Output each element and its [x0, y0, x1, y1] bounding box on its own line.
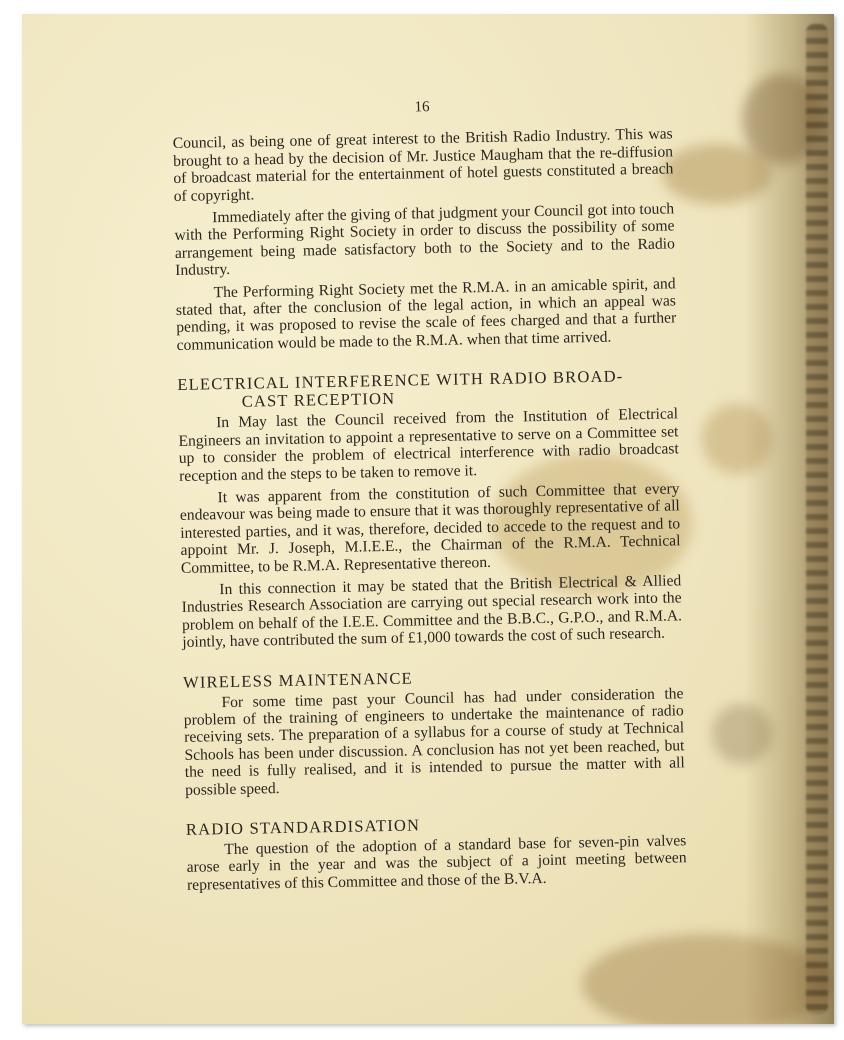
paragraph: For some time past your Council has had under consideration the problem of the training of engineers to undertake the maintenance of radio receiving sets. The preparation of a syllabus for a course of study at Technical Schools has been under discussion. A conclusion has not yet been reached, but the need is fully realised, and it is intended to pursue the matter with all possible speed. [183, 684, 685, 799]
paragraph: The question of the adoption of a standard base for seven-pin valves arose early in the year and was the subject of a joint meeting between representatives of this Committee and those of the B.V.A. [186, 832, 687, 894]
binding-edge [806, 24, 828, 1014]
section-heading: WIRELESS MAINTENANCE [182, 668, 414, 692]
paragraph: In this connection it may be stated that the British Electrical & Allied Industries Research Association are carrying out special research work into the problem on behalf of the I.E.E. Committee and the B.B.C., G.P.O., and R.M.A. jointly, have contributed the sum of £1,000 towards the cost of such research. [181, 572, 683, 652]
paragraph: Council, as being one of great interest to the British Radio Industry. This was brought to a head by the decision of Mr. Justice Maugham that the re-diffusion of broadcast material for the entertainment of hotel guests constituted a breach of copyright. [172, 125, 674, 205]
paragraph: It was apparent from the constitution of such Committee that every endeavour was being made to ensure that it was thoroughly representative of all interested parties, and it was, therefore, decided to accede to the request and to appoint Mr. J. Joseph, M.I.E.E., the Chairman of the R.M.A. Technical Committee, to be R.M.A. Representative thereon. [179, 480, 681, 577]
heading-line: CAST RECEPTION [241, 389, 396, 411]
section-heading: RADIO STANDARDISATION [185, 815, 421, 839]
paragraph: The Performing Right Society met the R.M.A. in an amicable spirit, and stated that, after the conclusion of the legal action, in which an appeal was pending, it was proposed to revise the scale of fees charged and that a further communication would be made to the R.M.A. when that time arrived. [175, 275, 677, 354]
page-number: 16 [414, 99, 430, 116]
document-page [22, 14, 834, 1024]
page-body [172, 94, 687, 899]
paragraph: In May last the Council received from the Institution of Electrical Engineers an invitation to appoint a representative to serve on a Committee set up to consider the problem of electrical interference with radio broadcast reception and the steps to be taken to remove it. [178, 405, 679, 485]
heading-line: ELECTRICAL INTERFERENCE WITH RADIO BROAD- [177, 366, 624, 395]
paragraph: Immediately after the giving of that judgment your Council got into touch with the Performing Right Society in order to discuss the possibility of some arrangement being made satisfactory both to the Society and to the Radio Industry. [174, 200, 675, 280]
section-heading [177, 367, 678, 413]
